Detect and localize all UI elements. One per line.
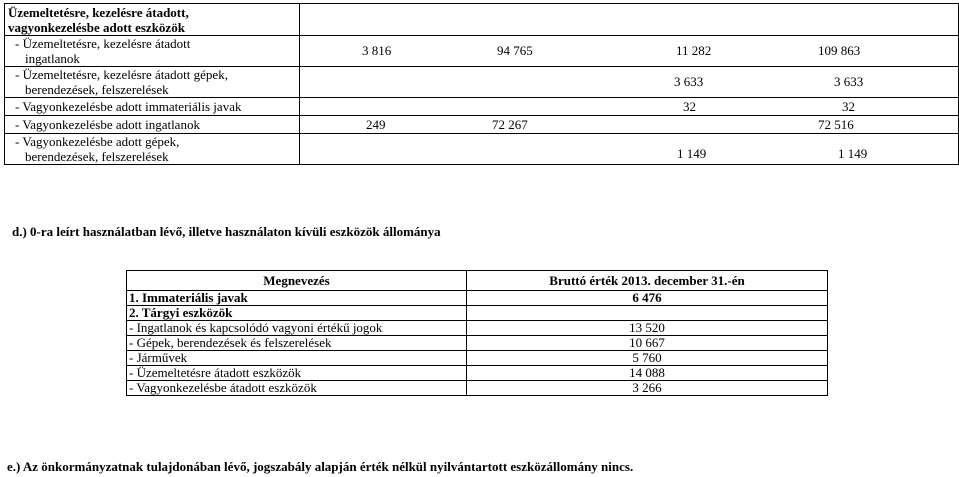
label-line: - Üzemeltetésre, kezelésre átadott — [15, 36, 191, 51]
header-line: Üzemeltetésre, kezelésre átadott, — [8, 4, 189, 20]
asset-label: 1. Immateriális javak — [127, 291, 467, 306]
value-cell: 1 149 — [677, 146, 707, 161]
value-cell: 72 516 — [818, 117, 854, 132]
value-cell: 11 282 — [676, 43, 712, 58]
value-cell: 109 863 — [818, 43, 861, 58]
zero-value-assets-table — [126, 270, 828, 396]
table-row — [127, 321, 828, 336]
value-cell: 94 765 — [497, 43, 533, 58]
table-row — [127, 381, 828, 396]
value-cell: 3 633 — [674, 74, 704, 89]
asset-value — [467, 306, 828, 321]
row-label — [5, 116, 300, 134]
table-header-label — [5, 4, 300, 36]
asset-label: - Vagyonkezelésbe átadott eszközök — [127, 381, 467, 396]
asset-label: - Ingatlanok és kapcsolódó vagyoni értékű jogok — [127, 321, 467, 336]
table-row — [127, 366, 828, 381]
row-values — [300, 134, 959, 165]
label-line: - Vagyonkezelésbe adott gépek, — [15, 134, 180, 149]
row-label — [5, 134, 300, 165]
row-values — [300, 67, 959, 98]
asset-value: 3 266 — [467, 381, 828, 396]
row-label — [5, 67, 300, 98]
value-cell: 3 816 — [362, 43, 392, 58]
value-cell: 3 633 — [834, 74, 864, 89]
table-row — [5, 36, 959, 67]
asset-label: - Járművek — [127, 351, 467, 366]
row-values — [300, 36, 959, 67]
label-line: - Vagyonkezelésbe adott ingatlanok — [15, 117, 200, 132]
row-values — [300, 116, 959, 134]
table-row — [5, 134, 959, 165]
table-row — [5, 116, 959, 134]
asset-label: - Üzemeltetésre átadott eszközök — [127, 366, 467, 381]
asset-value: 14 088 — [467, 366, 828, 381]
section-e-paragraph: e.) Az önkormányzatnak tulajdonában lévő, jogszabály alapján érték nélkül nyilvántartott eszközállomány nincs. — [7, 459, 634, 474]
row-label — [5, 98, 300, 116]
asset-value: 6 476 — [467, 291, 828, 306]
asset-value: 13 520 — [467, 321, 828, 336]
label-line: berendezések, felszerelések — [25, 149, 169, 164]
table-row — [127, 336, 828, 351]
table-row — [127, 351, 828, 366]
asset-value: 5 760 — [467, 351, 828, 366]
asset-label: - Gépek, berendezések és felszerelések — [127, 336, 467, 351]
col-header-name: Megnevezés — [127, 271, 467, 291]
value-cell: 1 149 — [838, 146, 868, 161]
table-row — [5, 98, 959, 116]
table-row — [127, 291, 828, 306]
table-header-row — [127, 271, 828, 291]
row-label — [5, 36, 300, 67]
value-cell: 249 — [366, 117, 386, 132]
label-line: - Vagyonkezelésbe adott immateriális javak — [15, 99, 242, 114]
table-row — [5, 67, 959, 98]
value-cell: 32 — [683, 99, 696, 114]
label-line: berendezések, felszerelések — [25, 82, 169, 97]
asset-value: 10 667 — [467, 336, 828, 351]
header-line: vagyonkezelésbe adott eszközök — [8, 19, 185, 35]
value-cell: 32 — [842, 99, 855, 114]
row-values — [300, 98, 959, 116]
label-line: - Üzemeltetésre, kezelésre átadott gépek, — [15, 67, 228, 82]
section-d-heading: d.) 0-ra leírt használatban lévő, illetve használaton kívüli eszközök állománya — [12, 224, 441, 239]
table-row — [127, 306, 828, 321]
value-cell: 72 267 — [492, 117, 528, 132]
transferred-assets-table — [4, 3, 959, 165]
col-header-value: Bruttó érték 2013. december 31.-én — [467, 271, 828, 291]
asset-label: 2. Tárgyi eszközök — [127, 306, 467, 321]
header-empty-cell — [300, 4, 959, 36]
label-line: ingatlanok — [25, 51, 80, 66]
